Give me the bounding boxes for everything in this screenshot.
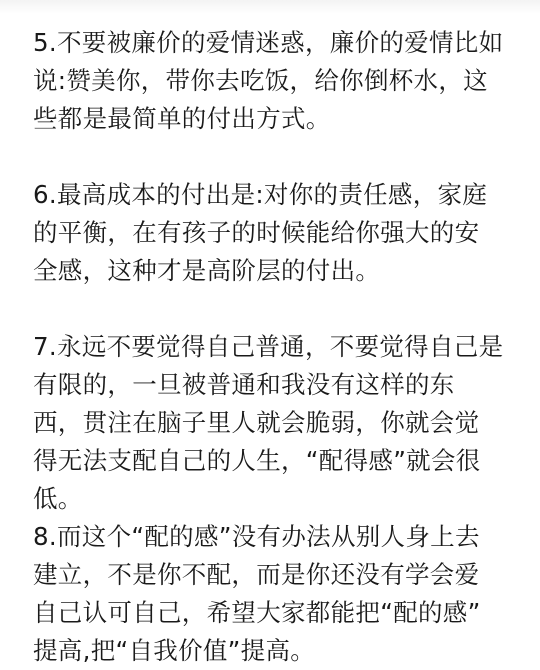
text-line: 全感，这种才是高阶层的付出。	[33, 256, 381, 285]
top-edge-strip	[0, 0, 540, 14]
text-line: 些都是最简单的付出方式。	[33, 104, 331, 133]
paragraph-spacer	[33, 138, 513, 176]
text-line: 得无法支配自己的人生，“配得感”就会很	[33, 446, 481, 475]
paragraph-7	[33, 328, 513, 518]
text-line: 建立，不是你不配，而是你还没有学会爱	[33, 560, 480, 589]
text-line: 7.永远不要觉得自己普通，不要觉得自己是	[33, 332, 504, 361]
paragraph-6	[33, 176, 513, 290]
text-line: 的平衡，在有孩子的时候能给你强大的安	[33, 218, 480, 247]
text-line: 6.最高成本的付出是:对你的责任感，家庭	[33, 180, 488, 209]
paragraph-spacer	[33, 290, 513, 328]
text-line: 自己认可自己，希望大家都能把“配的感”	[33, 598, 481, 627]
text-line: 有限的，一旦被普通和我没有这样的东	[33, 370, 455, 399]
paragraph-5	[33, 24, 513, 138]
text-line: 说:赞美你，带你去吃饭，给你倒杯水，这	[33, 66, 488, 95]
text-line: 西，贯注在脑子里人就会脆弱，你就会觉	[33, 408, 480, 437]
text-line: 低。	[33, 484, 83, 513]
text-line: 5.不要被廉价的爱情迷惑，廉价的爱情比如	[33, 28, 504, 57]
article-body	[33, 24, 513, 670]
paragraph-8	[33, 518, 513, 670]
text-line: 提高,把“自我价值”提高。	[33, 636, 316, 665]
text-line: 8.而这个“配的感”没有办法从别人身上去	[33, 522, 480, 551]
